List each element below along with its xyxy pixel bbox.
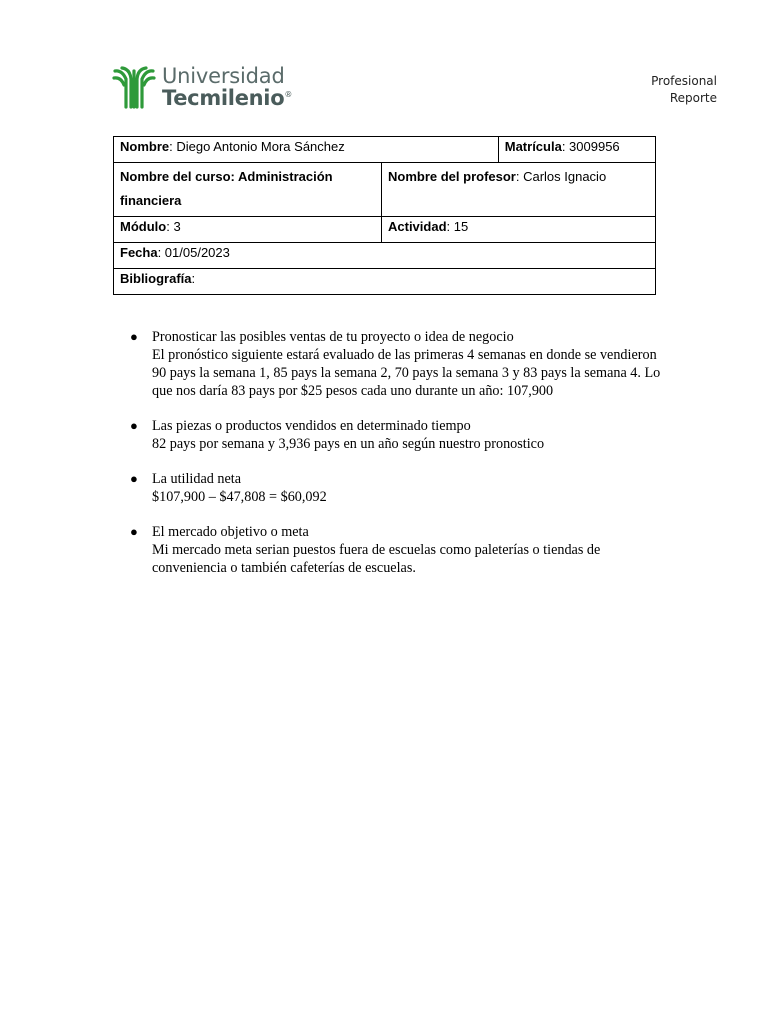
fecha-cell: Fecha: 01/05/2023: [114, 243, 656, 269]
report-body: [130, 328, 670, 594]
list-item: [130, 417, 670, 453]
item-text: Mi mercado meta serian puestos fuera de escuelas como paleterías o tiendas de conveniencia o también cafeterías de escuelas.: [152, 542, 601, 576]
item-title: Las piezas o productos vendidos en determinado tiempo: [152, 418, 471, 434]
logo-line-tecmilenio: Tecmilenio®: [162, 85, 293, 110]
item-title: El mercado objetivo o meta: [152, 524, 309, 540]
header-profesional: Profesional: [651, 74, 717, 88]
curso-cell: Nombre del curso: Administración financiera: [114, 163, 382, 217]
item-text: 82 pays por semana y 3,936 pays en un año según nuestro pronostico: [152, 436, 545, 452]
nombre-cell: Nombre: Diego Antonio Mora Sánchez: [114, 137, 499, 163]
header-right: [651, 73, 717, 107]
item-title: Pronosticar las posibles ventas de tu proyecto o idea de negocio: [152, 329, 514, 345]
item-text: $107,900 – $47,808 = $60,092: [152, 489, 327, 505]
logo-mark-icon: [112, 65, 156, 109]
actividad-cell: Actividad: 15: [382, 217, 656, 243]
list-item: [130, 328, 670, 400]
bullet-icon: ●: [130, 524, 138, 539]
header-reporte: Reporte: [669, 91, 717, 105]
student-info-table: [113, 136, 656, 295]
logo-line-universidad: Universidad: [162, 63, 285, 88]
university-logo: [112, 64, 292, 110]
bullet-icon: ●: [130, 418, 138, 433]
list-item: [130, 470, 670, 506]
item-text: El pronóstico siguiente estará evaluado de las primeras 4 semanas en donde se vendieron 90 pays la semana 1, 85 pays la semana 2, 70 pays la semana 3 y 83 pays la semana 4. Lo que nos daría 83 pays por $25 pesos cada uno durante un año: 107,900: [152, 347, 661, 399]
modulo-cell: Módulo: 3: [114, 217, 382, 243]
matricula-cell: Matrícula: 3009956: [498, 137, 655, 163]
list-item: [130, 523, 670, 577]
profesor-cell: Nombre del profesor: Carlos Ignacio: [382, 163, 656, 217]
bullet-icon: ●: [130, 471, 138, 486]
item-title: La utilidad neta: [152, 471, 242, 487]
bibliografia-cell: Bibliografía:: [114, 269, 656, 295]
bullet-icon: ●: [130, 329, 138, 344]
